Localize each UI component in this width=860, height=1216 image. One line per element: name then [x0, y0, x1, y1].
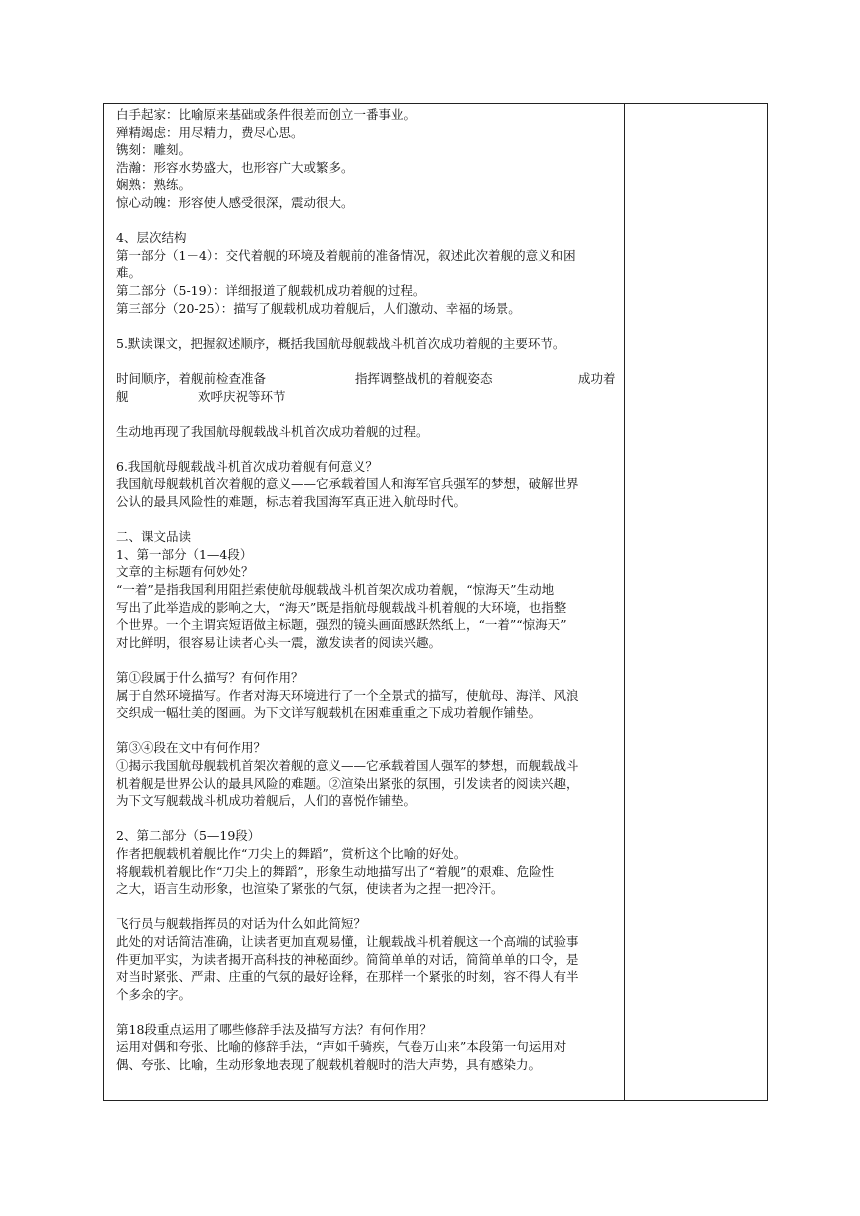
lesson-content-cell [116, 106, 620, 1074]
q5-summary: 生动地再现了我国航母舰载战斗机首次成功着舰的过程。 [116, 423, 429, 439]
answer-line: 此处的对话简洁准确，让读者更加直观易懂，让舰载战斗机着舰这一个高端的试验事 [116, 933, 579, 949]
part-heading: 2、第二部分（5—19段） [116, 828, 261, 844]
q5-question: 5.默读课文，把握叙述顺序，概括我国航母舰载战斗机首次成功着舰的主要环节。 [116, 335, 566, 351]
sequence-row [116, 370, 620, 388]
q6-answer: 公认的最具风险性的难题，标志着我国海军真正进入航母时代。 [116, 494, 467, 510]
structure-line: 第二部分（5-19）：详细报道了舰载机成功着舰的过程。 [116, 282, 426, 298]
question: 第①段属于什么描写？有何作用？ [116, 670, 304, 685]
answer-line: “一着”是指我国利用阻拦索使航母舰载战斗机首架次成功着舰，“惊海天”生动地 [116, 582, 555, 598]
answer-line: 交织成一幅壮美的图画。为下文详写舰载机在困难重重之下成功着舰作铺垫。 [116, 705, 542, 721]
vocab-item: 娴熟：熟练。 [116, 177, 192, 193]
vocab-item: 镌刻：雕刻。 [116, 142, 192, 158]
section-heading: 二、课文品读 [116, 529, 192, 545]
answer-line: 属于自然环境描写。作者对海天环境进行了一个全景式的描写，使航母、海洋、风浪 [116, 687, 579, 703]
structure-line: 难。 [116, 265, 142, 281]
notes-cell [625, 104, 767, 1100]
q6-question: 6.我国航母舰载战斗机首次成功着舰有何意义？ [116, 458, 378, 474]
answer-line: 将舰载机着舰比作“刀尖上的舞蹈”，形象生动地描写出了“着舰”的艰难、危险性 [116, 863, 555, 879]
lesson-table [103, 103, 768, 1101]
answer-line: ①揭示我国航母舰载机首架次着舰的意义——它承载着国人强军的梦想，而舰载战斗 [116, 757, 579, 773]
answer-line: 个多余的字。 [116, 986, 192, 1002]
answer-line: 之大，语言生动形象，也渲染了紧张的气氛，使读者为之捏一把冷汗。 [116, 881, 504, 897]
answer-line: 偶、夸张、比喻，生动形象地表现了舰载机着舰时的浩大声势，具有感染力。 [116, 1057, 542, 1073]
structure-line: 第一部分（1－4）：交代着舰的环境及着舰前的准备情况，叙述此次着舰的意义和困 [116, 247, 576, 263]
answer-line: 运用对偶和夸张、比喻的修辞手法，“声如千骑疾，气卷万山来”本段第一句运用对 [116, 1039, 567, 1055]
vocab-item: 白手起家：比喻原来基础或条件很差而创立一番事业。 [116, 107, 417, 122]
structure-line: 第三部分（20-25）：描写了舰载机成功着舰后，人们激动、幸福的场景。 [116, 300, 521, 316]
answer-line: 机着舰是世界公认的最具风险的难题。②渲染出紧张的氛围，引发读者的阅读兴趣， [116, 775, 579, 791]
part-heading: 1、第一部分（1—4段） [116, 546, 253, 562]
answer-line: 写出了此举造成的影响之大，“海天”既是指航母舰载战斗机着舰的大环境，也指整 [116, 599, 567, 615]
vocab-item: 殚精竭虑：用尽精力，费尽心思。 [116, 124, 304, 140]
vocab-item: 浩瀚：形容水势盛大，也形容广大或繁多。 [116, 159, 354, 175]
question: 第18段重点运用了哪些修辞手法及描写方法？有何作用？ [116, 1021, 432, 1037]
sequence-step-4: 欢呼庆祝等环节 [198, 388, 286, 404]
answer-line: 对比鲜明，很容易让读者心头一震，激发读者的阅读兴趣。 [116, 634, 442, 650]
sequence-step-2: 指挥调整战机的着舰姿态 [355, 370, 493, 386]
answer-line: 个世界。一个主谓宾短语做主标题，强烈的镜头画面感跃然纸上，“一着”“惊海天” [116, 617, 567, 633]
sequence-step-3-cont: 舰 [116, 388, 129, 404]
answer-line: 为下文写舰载战斗机成功着舰后，人们的喜悦作铺垫。 [116, 793, 417, 809]
question: 作者把舰载机着舰比作“刀尖上的舞蹈”，赏析这个比喻的好处。 [116, 845, 467, 861]
answer-line: 对当时紧张、严肃、庄重的气氛的最好诠释，在那样一个紧张的时刻，容不得人有半 [116, 969, 579, 985]
sequence-row [116, 388, 620, 406]
q6-answer: 我国航母舰载机首次着舰的意义——它承载着国人和海军官兵强军的梦想，破解世界 [116, 476, 579, 492]
question: 文章的主标题有何妙处？ [116, 564, 254, 580]
structure-heading: 4、层次结构 [116, 230, 187, 246]
sequence-step-1: 时间顺序，着舰前检查准备 [116, 370, 267, 386]
vocab-item: 惊心动魄：形容使人感受很深，震动很大。 [116, 194, 354, 210]
question: 第③④段在文中有何作用？ [116, 740, 267, 756]
question: 飞行员与舰载指挥员的对话为什么如此简短？ [116, 916, 367, 932]
answer-line: 件更加平实，为读者揭开高科技的神秘面纱。简简单单的对话，简简单单的口令，是 [116, 951, 579, 967]
sequence-step-3: 成功着 [578, 370, 616, 386]
